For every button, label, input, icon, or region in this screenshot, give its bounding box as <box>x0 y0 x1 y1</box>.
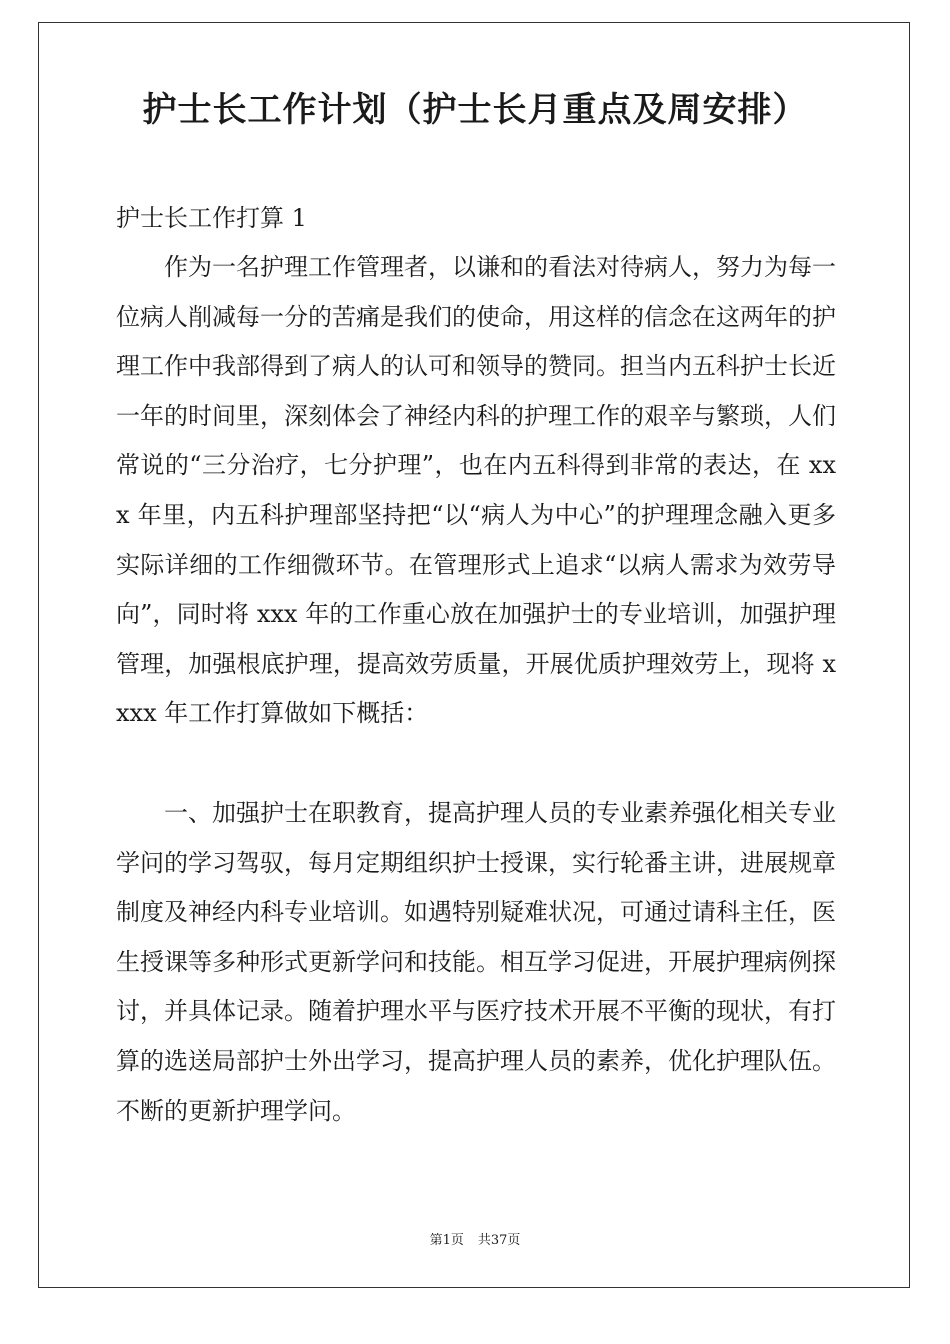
document-title: 护士长工作计划（护士长月重点及周安排） <box>142 90 808 130</box>
total-pages: 共37页 <box>477 1233 521 1248</box>
body-paragraph-1: 作为一名护理工作管理者，以谦和的看法对待病人，努力为每一位病人削减每一分的苦痛是我们的使命，用这样的信念在这两年的护理工作中我部得到了病人的认可和领导的赞同。担当内五科护士长近一年的时间里，深刻体会了神经内科的护理工作的艰辛与繁琐，人们常说的“三分治疗，七分护理”，也在内五科得到非常的表达，在 xxx 年里，内五科护理部坚持把“以“病人为中心”的护理理念融入更多实际详细的工作细微环节。在管理形式上追求“以病人需求为效劳导向”，同时将 xxx 年的工作重心放在加强护士的专业培训，加强护理管理，加强根底护理，提高效劳质量，开展优质护理效劳上，现将 xxxx 年工作打算做如下概括： <box>116 253 836 728</box>
section-heading: 护士长工作打算 1 <box>116 204 307 232</box>
body-paragraph-2: 一、加强护士在职教育，提高护理人员的专业素养强化相关专业学问的学习驾驭，每月定期组织护士授课，实行轮番主讲，进展规章制度及神经内科专业培训。如遇特别疑难状况，可通过请科主任，医生授课等多种形式更新学问和技能。相互学习促进，开展护理病例探讨，并具体记录。随着护理水平与医疗技术开展不平衡的现状，有打算的选送局部护士外出学习，提高护理人员的素养，优化护理队伍。不断的更新护理学问。 <box>116 799 836 1125</box>
page-footer <box>0 1232 950 1250</box>
page-number: 第1页 <box>429 1233 464 1248</box>
